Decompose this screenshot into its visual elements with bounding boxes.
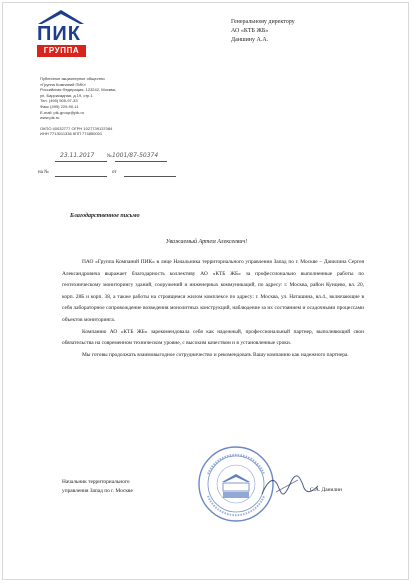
salutation: Уважаемый Артем Алексеевич! [165, 239, 248, 245]
paragraph: Компанию АО «КТБ ЖБ» зарекомендовала себя как надежный, профессиональный партнер, выполняющий свои обязательства на современном техническом уровне, с высоким качеством и в установленные сроки. [62, 328, 364, 347]
company-info-line: Факс (495) 229-90-11 [40, 103, 79, 109]
letter-title: Благодарственное письмо [70, 213, 140, 219]
in-reply-number-line [55, 176, 107, 177]
outgoing-number: 1001/87-50374 [112, 152, 159, 159]
company-info-line: Публичное акционерное общество [40, 76, 105, 81]
company-info-line: «Группа Компаний ПИК» [40, 81, 86, 87]
signatory-position [62, 478, 133, 496]
company-info-line: ул. Баррикадная, д.19, стр.1 [40, 92, 93, 98]
recipient-line: Даншину А.А. [231, 37, 269, 43]
company-info-line: E-mail: pik-group@pik.ru [40, 109, 85, 115]
company-logo-group: ГРУППА [37, 45, 86, 57]
paragraph: ПАО «Группа Компаний ПИК» в лице Начальника территориального управления Запад по г. Москве – Данилина Сергея Александровича выражает благодарность коллективу АО «КТБ ЖБ» за профессионально выполненные работы по геотехническому мониторингу зданий, сооружений и инженерных коммуникаций, по адресу: г. Москва, район Кунцево, вл. 20, корп. 28Б и корп. 38, а также работы на строящемся жилом комплексе по адресу: г. Москва, ул. Наташина, вл.4., включающие в себя лабораторное сопровождение возведения монолитных конструкций, наблюдение за их состоянием и осадочными процессами объектов мониторинга. [62, 259, 364, 323]
company-codes-line: ИНН 7713011336 КПП 774850001 [40, 131, 103, 137]
signatory-name: С.А. Данилин [310, 487, 342, 493]
paragraph: Мы готовы продолжать взаимовыгодное сотрудничество и рекомендовать Вашу компанию как надежного партнера. [82, 351, 349, 358]
company-info-line: Тел. (495) 505-97-33 [40, 98, 78, 104]
in-reply-label: на № [38, 170, 49, 175]
signatory-position-line: управления Запад по г. Москве [62, 488, 133, 494]
recipient-line: Генеральному директору [231, 19, 295, 25]
recipient-block [231, 18, 295, 45]
in-reply-date-line [124, 176, 176, 177]
company-logo: ПИК [37, 23, 81, 45]
number-prefix: № [107, 154, 112, 159]
letter-body [62, 257, 364, 361]
from-label: от [112, 170, 117, 175]
outgoing-date: 23.11.2017 [60, 152, 95, 159]
company-info-line: www.pik.ru [40, 115, 60, 121]
number-line [115, 161, 167, 162]
signatory-position-line: Начальник территориального [62, 479, 130, 485]
date-line [55, 161, 107, 162]
company-info [40, 76, 180, 137]
recipient-line: АО «КТБ ЖБ» [231, 28, 269, 34]
company-codes-line: ОКПО 40032777 ОГРН 1027739137084 [40, 125, 113, 131]
company-info-line: Российская Федерация, 123242, Москва, [40, 87, 116, 93]
